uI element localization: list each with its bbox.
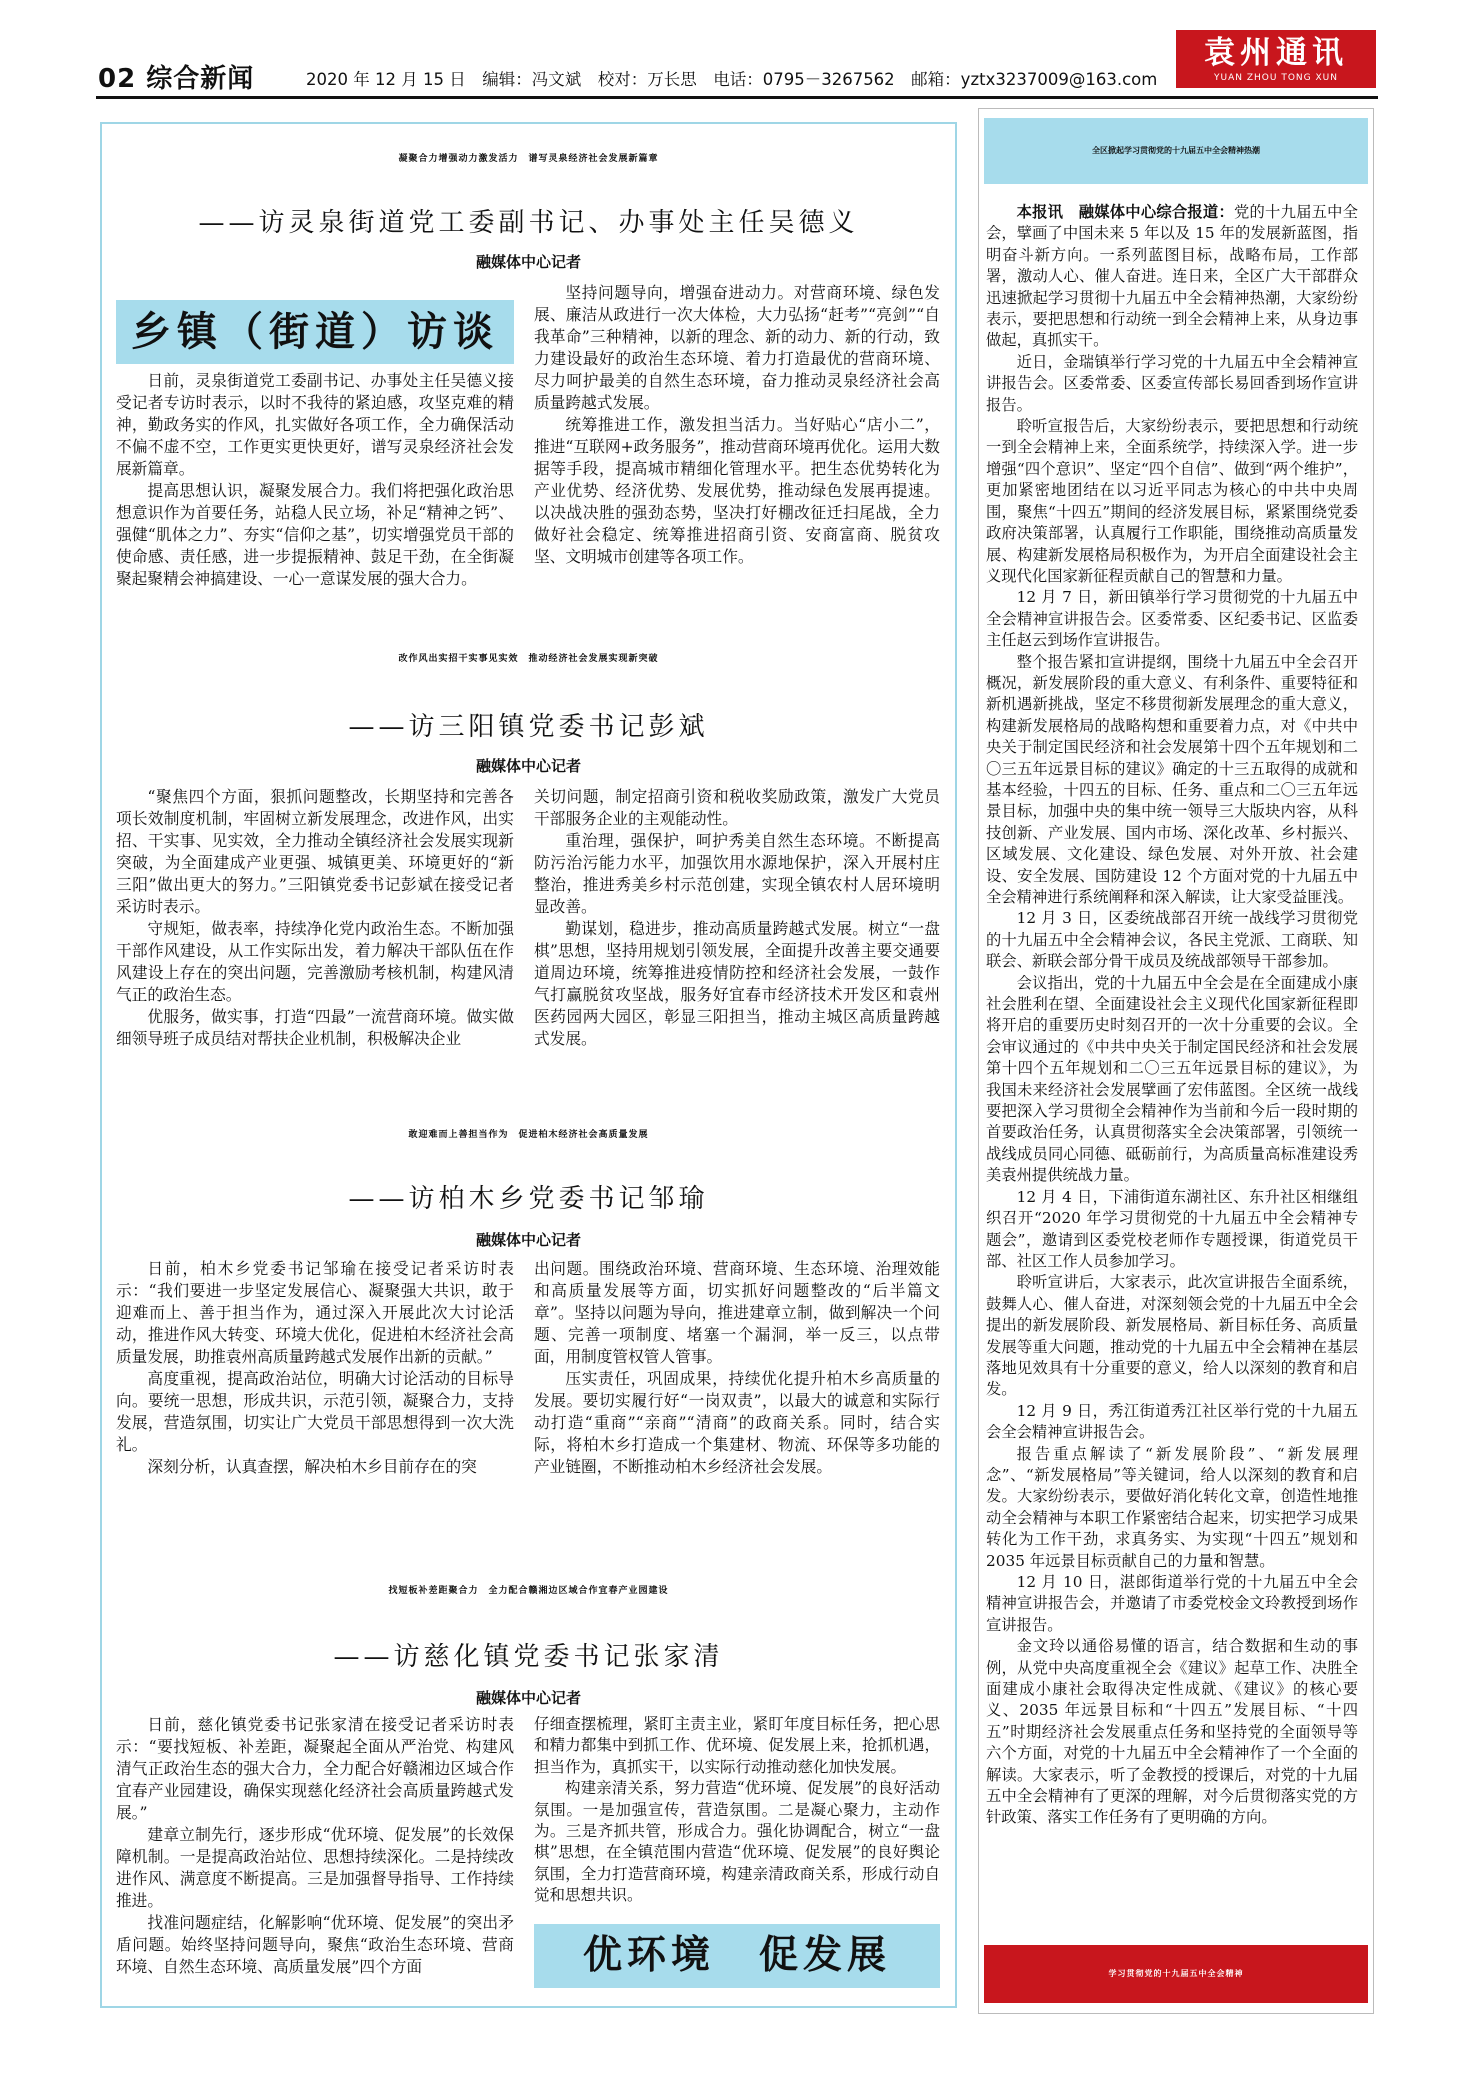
- article-3-subtitle: ——访柏木乡党委书记邹瑜: [348, 1184, 709, 1214]
- article-2-title: 改作风出实招干实事见实效 推动经济社会发展实现新突破: [398, 654, 659, 664]
- paragraph: 压实责任，巩固成果，持续优化提升柏木乡高质量的发展。要切实履行好“一岗双责”，以最大的诚意和实际行动打造“重商”“亲商”“清商”的政商关系。同时，结合实际，将柏木乡打造成一个集建材、物流、环保等多功能的产业链圈，不断推动柏木乡经济社会发展。: [534, 1369, 940, 1476]
- promo-banner-text: 优环境 促发展: [582, 1933, 891, 1978]
- paragraph: 日前，灵泉街道党工委副书记、办事处主任吴德义接受记者专访时表示，以时不我待的紧迫感，攻坚克难的精神，勤政务实的作风，扎实做好各项工作，全力确保活动不偏不虚不空，工作更实更快更好，谱写灵泉经济社会发展新篇章。: [116, 371, 514, 478]
- article-4-byline: 融媒体中心记者: [475, 1689, 581, 1707]
- paragraph: 12 月 7 日，新田镇举行学习贯彻党的十九届五中全会精神宣讲报告会。区委常委、区纪委书记、区监委主任赵云到场作宣讲报告。: [986, 588, 1358, 650]
- paragraph: 构建亲清关系，努力营造“优环境、促发展”的良好活动氛围。一是加强宣传，营造氛围。二是凝心聚力，主动作为。三是齐抓共管，形成合力。强化协调配合，树立“一盘棋”思想，在全镇范围内营造“优环境、促发展”的良好舆论氛围，全力打造营商环境，构建亲清政商关系，形成行动自觉和思想共识。: [534, 1779, 940, 1905]
- paragraph: 优服务，做实事，打造“四最”一流营商环境。做实做细领导班子成员结对帮扶企业机制，积极解决企业: [116, 1007, 514, 1048]
- article-1-col-2: [534, 282, 940, 568]
- paragraph: 聆听宣讲后，大家表示，此次宣讲报告全面系统，鼓舞人心、催人奋进，对深刻领会党的十九届五中全会提出的新发展阶段、新发展格局、新目标任务、高质量发展等重大问题，推动党的十九届五中全会精神在基层落地见效具有十分重要的意义，给人以深刻的教育和启发。: [986, 1273, 1358, 1399]
- column-banner: [116, 300, 514, 364]
- sidebar-footer-banner: [984, 1945, 1368, 2003]
- paragraph: 金文玲以通俗易懂的语言，结合数据和生动的事例，从党中央高度重视全会《建议》起草工作、决胜全面建成小康社会取得决定性成就、《建议》的核心要义、2035 年远景目标和“十四五”发展目标、“十四五”时期经济社会发展重点任务和坚持党的全面领导等六个方面，对党的十九届五中全会精神作了一个全面的解读。大家表示，听了金教授的授课后，对党的十九届五中全会精神有了更深的理解，对今后贯彻落实党的方针政策、落实工作任务有了更明确的方向。: [986, 1637, 1358, 1827]
- article-2-subtitle: ——访三阳镇党委书记彭斌: [348, 712, 709, 742]
- paragraph: 深刻分析，认真查摆，解决柏木乡目前存在的突: [147, 1457, 477, 1476]
- paragraph: “聚焦四个方面，狠抓问题整改，长期坚持和完善各项长效制度机制，牢固树立新发展理念，改进作风，出实招、干实事、见实效，全力推动全镇经济社会发展实现新突破，为全面建成产业更强、城镇更美、环境更好的“新三阳”做出更大的努力。”三阳镇党委书记彭斌在接受记者采访时表示。: [116, 787, 514, 916]
- paragraph: 守规矩，做表率，持续净化党内政治生态。不断加强干部作风建设，从工作实际出发，着力解决干部队伍在作风建设上存在的突出问题，完善激励考核机制，构建风清气正的政治生态。: [116, 919, 514, 1004]
- paragraph: 12 月 3 日，区委统战部召开统一战线学习贯彻党的十九届五中全会精神会议，各民主党派、工商联、知联会、新联会部分骨干成员及统战部领导干部参加。: [986, 909, 1358, 971]
- paragraph: 日前，慈化镇党委书记张家清在接受记者采访时表示：“要找短板、补差距，凝聚起全面从严治党、构建风清气正政治生态的强大合力，全力配合好赣湘边区域合作宜春产业园建设，确保实现慈化经济社会高质量跨越式发展。”: [116, 1715, 514, 1822]
- page-section-label: 02 综合新闻: [98, 64, 255, 94]
- logo-pinyin: YUAN ZHOU TONG XUN: [1214, 73, 1338, 83]
- article-1-byline: 融媒体中心记者: [475, 253, 581, 271]
- newspaper-logo: [1176, 30, 1376, 88]
- article-3-title: 敢迎难而上善担当作为 促进柏木经济社会高质量发展: [408, 1130, 649, 1140]
- article-3-col-2: [534, 1258, 940, 1478]
- sidebar-footer-text: 学习贯彻党的十九届五中全会精神: [1108, 1969, 1244, 1978]
- paragraph: 日前，柏木乡党委书记邹瑜在接受记者采访时表示：“我们要进一步坚定发展信心、凝聚强大共识，敢于迎难而上、善于担当作为，通过深入开展此次大讨论活动，推进作风大转变、环境大优化，促进柏木经济社会高质量发展，助推袁州高质量跨越式发展作出新的贡献。”: [116, 1259, 514, 1366]
- paragraph: 仔细查摆梳理，紧盯主责主业，紧盯年度目标任务，把心思和精力都集中到抓工作、优环境、促发展上来，抢抓机遇，担当作为，真抓实干，以实际行动推动慈化加快发展。: [534, 1715, 940, 1776]
- sidebar-lead-text: 党的十九届五中全会，擘画了中国未来 5 年以及 15 年的发展新蓝图，指明奋斗新方向。一系列蓝图目标，战略布局，工作部署，激动人心、催人奋进。连日来，全区广大干部群众迅速掀起学习贯彻十九届五中全会精神热潮，大家纷纷表示，要把思想和行动统一到全会精神上来，从身边事做起，真抓实干。: [986, 203, 1358, 350]
- paragraph: 坚持问题导向，增强奋进动力。对营商环境、绿色发展、廉洁从政进行一次大体检，大力弘扬“赶考”“亮剑”“自我革命”三种精神，以新的理念、新的动力、新的行动，致力建设最好的政治生态环境、着力打造最优的营商环境、尽力呵护最美的自然生态环境，奋力推动灵泉经济社会高质量跨越式发展。: [534, 283, 940, 412]
- article-3-byline: 融媒体中心记者: [475, 1231, 581, 1249]
- logo-title: 袁州通讯: [1204, 35, 1348, 71]
- article-2-col-2: [534, 786, 940, 1050]
- paragraph: 关切问题，制定招商引资和税收奖励政策，激发广大党员干部服务企业的主观能动性。: [534, 787, 940, 828]
- paragraph: 出问题。围绕政治环境、营商环境、生态环境、治理效能和高质量发展等方面，切实抓好问题整改的“后半篇文章”。坚持以问题为导向，推进建章立制，做到解决一个问题、完善一项制度、堵塞一个漏洞，举一反三，以点带面，用制度管权管人管事。: [534, 1259, 940, 1366]
- paragraph: 12 月 4 日，下浦街道东湖社区、东升社区相继组织召开“2020 年学习贯彻党的十九届五中全会精神专题会”，邀请到区委党校老师作专题授课，街道党员干部、社区工作人员参加学习。: [986, 1187, 1358, 1270]
- article-1-subtitle: ——访灵泉街道党工委副书记、办事处主任吴德义: [198, 208, 859, 238]
- paragraph: 12 月 10 日，湛郎街道举行党的十九届五中全会精神宣讲报告会，并邀请了市委党校金文玲教授到场作宣讲报告。: [986, 1573, 1358, 1634]
- article-2-col-1: [116, 786, 514, 1050]
- article-4-subtitle: ——访慈化镇党委书记张家清: [333, 1642, 724, 1672]
- paragraph: 会议指出，党的十九届五中全会是在全面建成小康社会胜利在望、全面建设社会主义现代化国家新征程即将开启的重要历史时刻召开的一次十分重要的会议。全会审议通过的《中共中央关于制定国民经济和社会发展第十四个五年规划和二〇三五年远景目标的建议》，为我国未来经济社会发展擘画了宏伟蓝图。全区统一战线要把深入学习贯彻全会精神作为当前和今后一段时期的首要政治任务，认真贯彻落实全会决策部署，引领统一战线成员同心同德、砥砺前行，为高质量高标准建设秀美袁州提供统战力量。: [986, 973, 1358, 1185]
- article-1-col-1: [116, 370, 514, 590]
- sidebar-headline-box: [984, 118, 1368, 184]
- paragraph: 统筹推进工作，激发担当活力。当好贴心“店小二”，推进“互联网+政务服务”，推动营商环境再优化。运用大数据等手段，提高城市精细化管理水平。把生态优势转化为产业优势、经济优势、发展优势，推动绿色发展再提速。以决战决胜的强劲态势，坚决打好棚改征迁扫尾战，全力做好社会稳定、统筹推进招商引资、安商富商、脱贫攻坚、文明城市创建等各项工作。: [534, 415, 940, 566]
- sidebar-lead-label: 本报讯 融媒体中心综合报道：: [1016, 203, 1234, 221]
- paragraph: 提高思想认识，凝聚发展合力。我们将把强化政治思想意识作为首要任务，站稳人民立场，补足“精神之钙”、强健“肌体之力”、夯实“信仰之基”，切实增强党员干部的使命感、责任感，进一步提振精神、鼓足干劲，在全街凝聚起聚精会神搞建设、一心一意谋发展的强大合力。: [116, 481, 514, 588]
- sidebar-body: [986, 202, 1358, 1829]
- article-1-title: 凝聚合力增强动力激发活力 谱写灵泉经济社会发展新篇章: [398, 154, 659, 164]
- paragraph: 建章立制先行，逐步形成“优环境、促发展”的长效保障机制。一是提高政治站位、思想持续深化。二是持续改进作风、满意度不断提高。三是加强督导指导、工作持续推进。: [116, 1825, 514, 1910]
- article-4-title: 找短板补差距聚合力 全力配合赣湘边区域合作宜春产业园建设: [388, 1586, 669, 1596]
- paragraph: 重治理，强保护，呵护秀美自然生态环境。不断提高防污治污能力水平，加强饮用水源地保护，深入开展村庄整治，推进秀美乡村示范创建，实现全镇农村人居环境明显改善。: [534, 831, 940, 916]
- article-4-col-2: [534, 1714, 940, 1907]
- article-2-byline: 融媒体中心记者: [475, 757, 581, 775]
- paragraph: 勤谋划，稳进步，推动高质量跨越式发展。树立“一盘棋”思想，坚持用规划引领发展，全面提升改善主要交通要道周边环境，统筹推进疫情防控和经济社会发展，一鼓作气打赢脱贫攻坚战，服务好宜春市经济技术开发区和袁州医药园两大园区，彰显三阳担当，推动主城区高质量跨越式发展。: [534, 919, 940, 1048]
- issue-meta-line: 2020 年 12 月 15 日 编辑：冯文斌 校对：万长思 电话：0795－3267562 邮箱：yztx3237009@163.com: [306, 70, 1158, 89]
- paragraph: 整个报告紧扣宣讲提纲，围绕十九届五中全会召开概况，新发展阶段的重大意义、有利条件、重要特征和新机遇新挑战，坚定不移贯彻新发展理念的重大意义，构建新发展格局的战略构想和重要着力点，对《中共中央关于制定国民经济和社会发展第十四个五年规划和二〇三五年远景目标的建议》确定的十三五取得的成就和基本经验，十四五的目标、任务、重点和二〇三五年远景目标，加强中央的集中统一领导三大版块内容，从科技创新、产业发展、国内市场、深化改革、乡村振兴、区域发展、文化建设、绿色发展、对外开放、社会建设、安全发展、国防建设 12 个方面对党的十九届五中全会精神进行系统阐释和深入解读，让大家受益匪浅。: [986, 652, 1358, 906]
- paragraph: 找准问题症结，化解影响“优环境、促发展”的突出矛盾问题。始终坚持问题导向，聚焦“政治生态环境、营商环境、自然生态环境、高质量发展”四个方面: [116, 1913, 514, 1976]
- paragraph: 聆听宣报告后，大家纷纷表示，要把思想和行动统一到全会精神上来，全面系统学，持续深入学。进一步增强“四个意识”、坚定“四个自信”、做到“两个维护”，更加紧密地团结在以习近平同志为核心的中共中央周围，聚焦“十四五”期间的经济发展目标，紧紧围绕党委政府决策部署，认真履行工作职能，围绕推动高质量发展、构建新发展格局积极作为，为开启全面建设社会主义现代化国家新征程贡献自己的智慧和力量。: [986, 417, 1358, 585]
- article-4-col-1: [116, 1714, 514, 1978]
- paragraph: 12 月 9 日，秀江街道秀江社区举行党的十九届五会全会精神宣讲报告会。: [986, 1401, 1358, 1442]
- paragraph: 报告重点解读了“新发展阶段”、“新发展理念”、“新发展格局”等关键词，给人以深刻的教育和启发。大家纷纷表示，要做好消化转化文章，创造性地推动全会精神与本职工作紧密结合起来，切实把学习成果转化为工作干劲，求真务实、为实现“十四五”规划和 2035 年远景目标贡献自己的力量和智慧。: [986, 1444, 1358, 1570]
- paragraph: 近日，金瑞镇举行学习党的十九届五中全会精神宣讲报告会。区委常委、区委宣传部长易回香到场作宣讲报告。: [986, 352, 1358, 414]
- promo-banner: [534, 1924, 940, 1988]
- sidebar-lead: [986, 202, 1358, 352]
- article-3-col-1: [116, 1258, 514, 1478]
- sidebar-headline: 全区掀起学习贯彻党的十九届五中全会精神热潮: [1092, 146, 1260, 155]
- header-divider: [96, 96, 1378, 99]
- paragraph: 高度重视，提高政治站位，明确大讨论活动的目标导向。要统一思想，形成共识，示范引领，凝聚合力，支持发展，营造氛围，切实让广大党员干部思想得到一次大洗礼。: [116, 1369, 514, 1454]
- column-banner-text: 乡镇（街道）访谈: [131, 309, 499, 355]
